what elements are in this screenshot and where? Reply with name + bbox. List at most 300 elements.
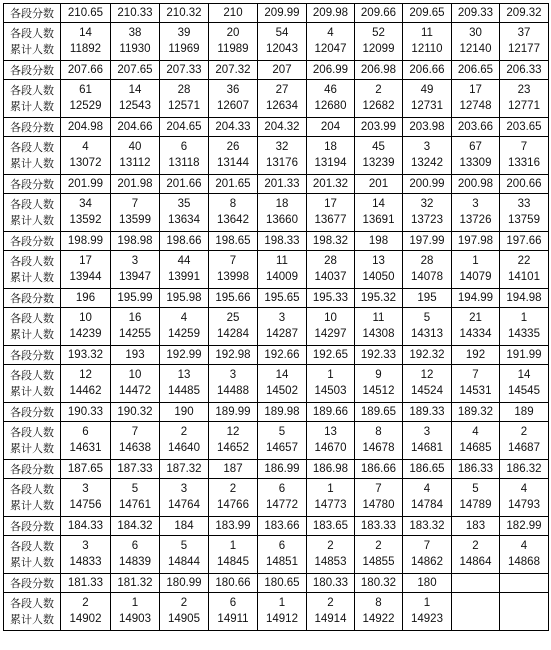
score-row: [4, 460, 549, 479]
score-cell: 195.33: [307, 289, 355, 308]
score-cell: 201.99: [61, 175, 111, 194]
segment-count-value: 3: [229, 369, 237, 381]
cumulative-count-value: 14902: [69, 613, 102, 625]
segment-count-value: 2: [82, 597, 89, 609]
cumulative-count-value: 13072: [69, 157, 102, 169]
count-cell: [111, 593, 160, 631]
segment-count-value: 14: [372, 198, 385, 210]
count-cell: [403, 251, 452, 289]
cumulative-count-value: 14502: [266, 385, 298, 397]
score-cell: 198.98: [111, 232, 160, 251]
count-cell: [111, 23, 160, 61]
score-cell: 198.99: [61, 232, 111, 251]
cumulative-count-value: 13239: [362, 157, 395, 169]
count-cell: [258, 137, 307, 175]
segment-count-value: 18: [275, 198, 289, 210]
count-cell: [403, 137, 452, 175]
cumulative-count-value: 12140: [459, 43, 492, 55]
segment-count-value: 61: [79, 84, 92, 96]
score-cell: 206.98: [355, 61, 403, 80]
count-row-label: [4, 308, 61, 346]
score-cell: 193: [111, 346, 160, 365]
cumulative-count-value: 13194: [314, 157, 347, 169]
count-cell: [111, 479, 160, 517]
segment-count-value: 11: [276, 255, 288, 267]
segment-count-value: 36: [226, 84, 240, 96]
score-cell: 210.65: [61, 4, 111, 23]
cumulative-count-value: 14078: [411, 271, 443, 283]
score-row-label: 各段分数: [4, 403, 61, 422]
score-row-label: 各段分数: [4, 118, 61, 137]
score-cell: 181.32: [111, 574, 160, 593]
score-cell: 207.32: [209, 61, 258, 80]
count-row: [4, 194, 549, 232]
score-cell: 186.32: [500, 460, 549, 479]
score-cell: 180: [403, 574, 452, 593]
segment-count-value: 6: [180, 141, 188, 153]
segment-count-value: 8: [375, 597, 382, 609]
cumulative-count-value: 14789: [459, 499, 492, 511]
score-cell: 192.33: [355, 346, 403, 365]
cumulative-count-value: 14485: [168, 385, 200, 397]
cumulative-count-value: 14259: [168, 328, 200, 340]
count-cell: [355, 137, 403, 175]
score-cell: 192.32: [403, 346, 452, 365]
score-row-label: 各段分数: [4, 4, 61, 23]
score-cell: 207.66: [61, 61, 111, 80]
segment-count-value: 14: [517, 369, 531, 381]
cumulative-count-value: 14851: [266, 556, 298, 568]
cumulative-count-value: 12731: [411, 100, 443, 112]
count-cell: [111, 194, 160, 232]
count-cell: [61, 593, 111, 631]
cumulative-count-value: 14652: [217, 442, 249, 454]
segment-count-value: 13: [372, 255, 385, 267]
segment-count-value: 12: [79, 369, 92, 381]
segment-count-value: 44: [177, 255, 191, 267]
count-cell: [355, 23, 403, 61]
count-cell: [403, 80, 452, 118]
score-cell: 206.65: [452, 61, 500, 80]
segment-count-label: 各段人数: [10, 141, 54, 154]
segment-count-value: 3: [423, 141, 431, 153]
count-cell: [355, 80, 403, 118]
cumulative-count-value: 13634: [168, 214, 200, 226]
count-cell: [209, 137, 258, 175]
score-cell: 193.32: [61, 346, 111, 365]
cumulative-count-value: 12571: [168, 100, 200, 112]
score-cell: 187: [209, 460, 258, 479]
count-cell: [403, 536, 452, 574]
segment-count-value: 4: [82, 141, 89, 153]
segment-count-value: 2: [375, 84, 382, 96]
cumulative-count-value: 14912: [266, 613, 298, 625]
cumulative-count-value: 12043: [266, 43, 298, 55]
cumulative-count-value: 12529: [69, 100, 102, 112]
score-cell: 198.66: [160, 232, 209, 251]
count-row-label: [4, 251, 61, 289]
cumulative-count-value: 13144: [217, 157, 249, 169]
count-cell: [403, 422, 452, 460]
cumulative-count-value: 14853: [314, 556, 347, 568]
count-cell: [403, 365, 452, 403]
cumulative-count-value: 14050: [362, 271, 395, 283]
score-cell: 207.65: [111, 61, 160, 80]
segment-count-value: 40: [128, 141, 142, 153]
segment-count-value: 46: [324, 84, 337, 96]
count-cell: [500, 251, 549, 289]
count-cell: [111, 536, 160, 574]
score-cell: 209.65: [403, 4, 452, 23]
segment-count-value: 3: [131, 255, 139, 267]
segment-count-value: 12: [226, 426, 240, 438]
cumulative-count-value: 14903: [119, 613, 151, 625]
cumulative-count-value: 13991: [168, 271, 200, 283]
cumulative-count-value: 14524: [411, 385, 443, 397]
segment-count-value: 6: [82, 426, 89, 438]
segment-count-value: 3: [82, 540, 89, 552]
segment-count-value: 67: [469, 141, 482, 153]
score-cell: 180.33: [307, 574, 355, 593]
cumulative-count-value: 14313: [411, 328, 443, 340]
count-cell: [307, 137, 355, 175]
segment-count-value: 2: [327, 597, 334, 609]
segment-count-value: 6: [278, 540, 286, 552]
score-cell: 195: [403, 289, 452, 308]
cumulative-count-value: 12771: [508, 100, 540, 112]
cumulative-count-value: 13242: [411, 157, 443, 169]
cumulative-count-value: 14631: [69, 442, 102, 454]
cumulative-count-value: 14855: [362, 556, 395, 568]
count-cell: [500, 422, 549, 460]
cumulative-count-value: 14037: [314, 271, 347, 283]
score-cell: 191.99: [500, 346, 549, 365]
score-row-label: 各段分数: [4, 175, 61, 194]
count-cell: [61, 137, 111, 175]
cumulative-count-value: 14334: [459, 328, 492, 340]
segment-count-value: 7: [472, 369, 479, 381]
segment-count-value: 18: [324, 141, 337, 153]
segment-count-value: 7: [423, 540, 431, 552]
cumulative-count-value: 12543: [119, 100, 151, 112]
cumulative-count-value: 11989: [217, 43, 249, 55]
segment-count-value: 3: [423, 426, 431, 438]
score-cell: 204: [307, 118, 355, 137]
cumulative-count-value: 13759: [508, 214, 540, 226]
segment-count-value: 4: [520, 483, 528, 495]
score-row-label: 各段分数: [4, 346, 61, 365]
segment-count-value: 12: [420, 369, 434, 381]
score-cell: 201.33: [258, 175, 307, 194]
cumulative-count-value: 11892: [69, 43, 102, 55]
count-cell: [209, 194, 258, 232]
cumulative-count-value: 14287: [266, 328, 298, 340]
count-cell: [403, 194, 452, 232]
score-cell: 183: [452, 517, 500, 536]
score-row: [4, 289, 549, 308]
count-cell: [160, 479, 209, 517]
count-row-label: [4, 23, 61, 61]
score-cell: 192: [452, 346, 500, 365]
score-cell: 187.32: [160, 460, 209, 479]
cumulative-count-value: 14914: [314, 613, 347, 625]
cumulative-count-value: 14512: [362, 385, 395, 397]
segment-count-value: 1: [229, 540, 237, 552]
score-cell: 192.98: [209, 346, 258, 365]
cumulative-count-label: 累计人数: [10, 499, 54, 512]
score-cell: 189.66: [307, 403, 355, 422]
count-cell: [452, 365, 500, 403]
count-row: [4, 422, 549, 460]
score-cell: 189.65: [355, 403, 403, 422]
count-cell: [307, 536, 355, 574]
segment-count-value: 34: [79, 198, 92, 210]
segment-count-label: 各段人数: [10, 540, 54, 553]
count-cell: [258, 194, 307, 232]
count-row-label: [4, 479, 61, 517]
segment-count-value: 1: [327, 369, 334, 381]
cumulative-count-value: 14678: [362, 442, 395, 454]
cumulative-count-value: 14009: [266, 271, 298, 283]
score-cell: 196: [61, 289, 111, 308]
segment-count-value: 1: [520, 312, 528, 324]
score-row-label: 各段分数: [4, 574, 61, 593]
count-cell: [307, 251, 355, 289]
segment-count-value: 5: [180, 540, 188, 552]
count-cell: [307, 80, 355, 118]
count-cell: [160, 593, 209, 631]
cumulative-count-value: 13691: [362, 214, 395, 226]
score-cell: 200.99: [403, 175, 452, 194]
score-row: [4, 403, 549, 422]
cumulative-count-value: 14670: [314, 442, 347, 454]
score-cell: 180.65: [258, 574, 307, 593]
cumulative-count-value: 13118: [168, 157, 200, 169]
count-row: [4, 251, 549, 289]
count-cell: [160, 194, 209, 232]
segment-count-value: 5: [131, 483, 139, 495]
score-cell: 210.32: [160, 4, 209, 23]
score-cell: [500, 574, 549, 593]
segment-count-value: 4: [520, 540, 528, 552]
score-row-label: 各段分数: [4, 61, 61, 80]
segment-count-value: 22: [517, 255, 531, 267]
segment-count-value: 49: [420, 84, 434, 96]
count-row: [4, 80, 549, 118]
count-cell: [209, 422, 258, 460]
count-cell: [111, 365, 160, 403]
count-row: [4, 137, 549, 175]
count-cell: [403, 23, 452, 61]
segment-count-value: 21: [469, 312, 482, 324]
count-cell: [61, 422, 111, 460]
segment-count-value: 11: [372, 312, 385, 324]
count-cell: [403, 593, 452, 631]
cumulative-count-value: 14845: [217, 556, 249, 568]
score-cell: 195.32: [355, 289, 403, 308]
score-cell: 189.99: [209, 403, 258, 422]
count-cell: [111, 80, 160, 118]
cumulative-count-value: 12177: [508, 43, 540, 55]
score-cell: 184.32: [111, 517, 160, 536]
cumulative-count-value: 14687: [508, 442, 540, 454]
count-row: [4, 308, 549, 346]
count-cell: [500, 80, 549, 118]
score-cell: 186.33: [452, 460, 500, 479]
count-cell: [403, 479, 452, 517]
count-cell: [355, 593, 403, 631]
score-cell: 203.66: [452, 118, 500, 137]
count-cell: [160, 137, 209, 175]
cumulative-count-value: 13947: [119, 271, 151, 283]
score-cell: 203.99: [355, 118, 403, 137]
count-cell: [258, 23, 307, 61]
score-cell: [452, 574, 500, 593]
cumulative-count-value: 13309: [459, 157, 492, 169]
cumulative-count-label: 累计人数: [10, 442, 54, 455]
score-cell: 201.65: [209, 175, 258, 194]
cumulative-count-value: 14681: [411, 442, 443, 454]
cumulative-count-label: 累计人数: [10, 43, 54, 56]
score-cell: 180.66: [209, 574, 258, 593]
segment-count-value: 10: [128, 369, 142, 381]
cumulative-count-value: 14911: [217, 613, 249, 625]
count-cell: [209, 593, 258, 631]
count-cell: [355, 308, 403, 346]
score-cell: 183.32: [403, 517, 452, 536]
score-cell: 180.32: [355, 574, 403, 593]
segment-count-label: 各段人数: [10, 312, 54, 325]
cumulative-count-value: 14101: [508, 271, 540, 283]
cumulative-count-value: 13998: [217, 271, 249, 283]
score-row: [4, 346, 549, 365]
segment-count-value: 2: [472, 540, 479, 552]
count-cell: [258, 593, 307, 631]
score-cell: 206.33: [500, 61, 549, 80]
count-cell: [61, 365, 111, 403]
count-cell: [61, 251, 111, 289]
cumulative-count-value: 14773: [314, 499, 347, 511]
count-cell: [500, 536, 549, 574]
score-cell: 204.33: [209, 118, 258, 137]
score-cell: 184.33: [61, 517, 111, 536]
cumulative-count-value: 11969: [168, 43, 200, 55]
segment-count-value: 25: [226, 312, 240, 324]
count-cell: [452, 137, 500, 175]
cumulative-count-value: 14297: [314, 328, 347, 340]
cumulative-count-value: 13592: [69, 214, 102, 226]
cumulative-count-value: 14766: [217, 499, 249, 511]
segment-count-label: 各段人数: [10, 27, 54, 40]
count-row-label: [4, 593, 61, 631]
count-cell: [307, 593, 355, 631]
segment-count-value: 5: [423, 312, 431, 324]
segment-count-value: 2: [520, 426, 528, 438]
count-cell: [61, 479, 111, 517]
cumulative-count-value: 14255: [119, 328, 151, 340]
score-cell: 181.33: [61, 574, 111, 593]
segment-count-value: 26: [226, 141, 240, 153]
segment-count-value: 4: [423, 483, 431, 495]
score-distribution-table: [3, 3, 549, 631]
count-cell: [160, 80, 209, 118]
segment-count-value: 28: [177, 84, 191, 96]
count-cell: [307, 194, 355, 232]
cumulative-count-value: 14780: [362, 499, 395, 511]
count-cell: [61, 80, 111, 118]
count-cell: [307, 308, 355, 346]
count-cell: [209, 308, 258, 346]
count-row-label: [4, 422, 61, 460]
segment-count-value: 52: [372, 27, 385, 39]
count-row: [4, 365, 549, 403]
segment-count-value: 7: [229, 255, 237, 267]
segment-count-value: 30: [469, 27, 482, 39]
score-cell: 194.99: [452, 289, 500, 308]
count-cell: [500, 308, 549, 346]
score-cell: 189.32: [452, 403, 500, 422]
cumulative-count-value: 14640: [168, 442, 200, 454]
score-cell: 194.98: [500, 289, 549, 308]
cumulative-count-value: 14862: [411, 556, 443, 568]
count-cell: [258, 251, 307, 289]
cumulative-count-label: 累计人数: [10, 385, 54, 398]
segment-count-value: 28: [324, 255, 337, 267]
score-row: [4, 61, 549, 80]
segment-count-value: 10: [324, 312, 337, 324]
segment-count-value: 6: [131, 540, 139, 552]
cumulative-count-value: 13599: [119, 214, 151, 226]
count-cell: [452, 251, 500, 289]
count-cell: [355, 536, 403, 574]
segment-count-value: 1: [278, 597, 286, 609]
segment-count-value: 39: [177, 27, 191, 39]
cumulative-count-value: 14764: [168, 499, 200, 511]
score-cell: 207: [258, 61, 307, 80]
score-row-label: 各段分数: [4, 232, 61, 251]
segment-count-label: 各段人数: [10, 426, 54, 439]
count-cell: [452, 308, 500, 346]
score-cell: 201.32: [307, 175, 355, 194]
count-cell: [355, 479, 403, 517]
cumulative-count-label: 累计人数: [10, 271, 54, 284]
cumulative-count-value: 12607: [217, 100, 249, 112]
count-cell: [258, 80, 307, 118]
cumulative-count-value: 14864: [459, 556, 492, 568]
segment-count-value: 1: [472, 255, 479, 267]
segment-count-value: 32: [275, 141, 289, 153]
score-cell: 182.99: [500, 517, 549, 536]
count-cell: [160, 422, 209, 460]
cumulative-count-value: 13944: [69, 271, 102, 283]
score-cell: 190.33: [61, 403, 111, 422]
segment-count-value: 4: [472, 426, 479, 438]
score-cell: 201.66: [160, 175, 209, 194]
cumulative-count-value: 14784: [411, 499, 443, 511]
count-cell: [258, 422, 307, 460]
count-row: [4, 479, 549, 517]
cumulative-count-value: 11930: [119, 43, 151, 55]
segment-count-value: 3: [82, 483, 89, 495]
segment-count-value: 38: [128, 27, 142, 39]
segment-count-label: 各段人数: [10, 483, 54, 496]
score-cell: 186.66: [355, 460, 403, 479]
segment-count-value: 23: [517, 84, 531, 96]
cumulative-count-value: 14772: [266, 499, 298, 511]
segment-count-value: 35: [177, 198, 191, 210]
segment-count-value: 1: [131, 597, 139, 609]
segment-count-value: 2: [229, 483, 237, 495]
